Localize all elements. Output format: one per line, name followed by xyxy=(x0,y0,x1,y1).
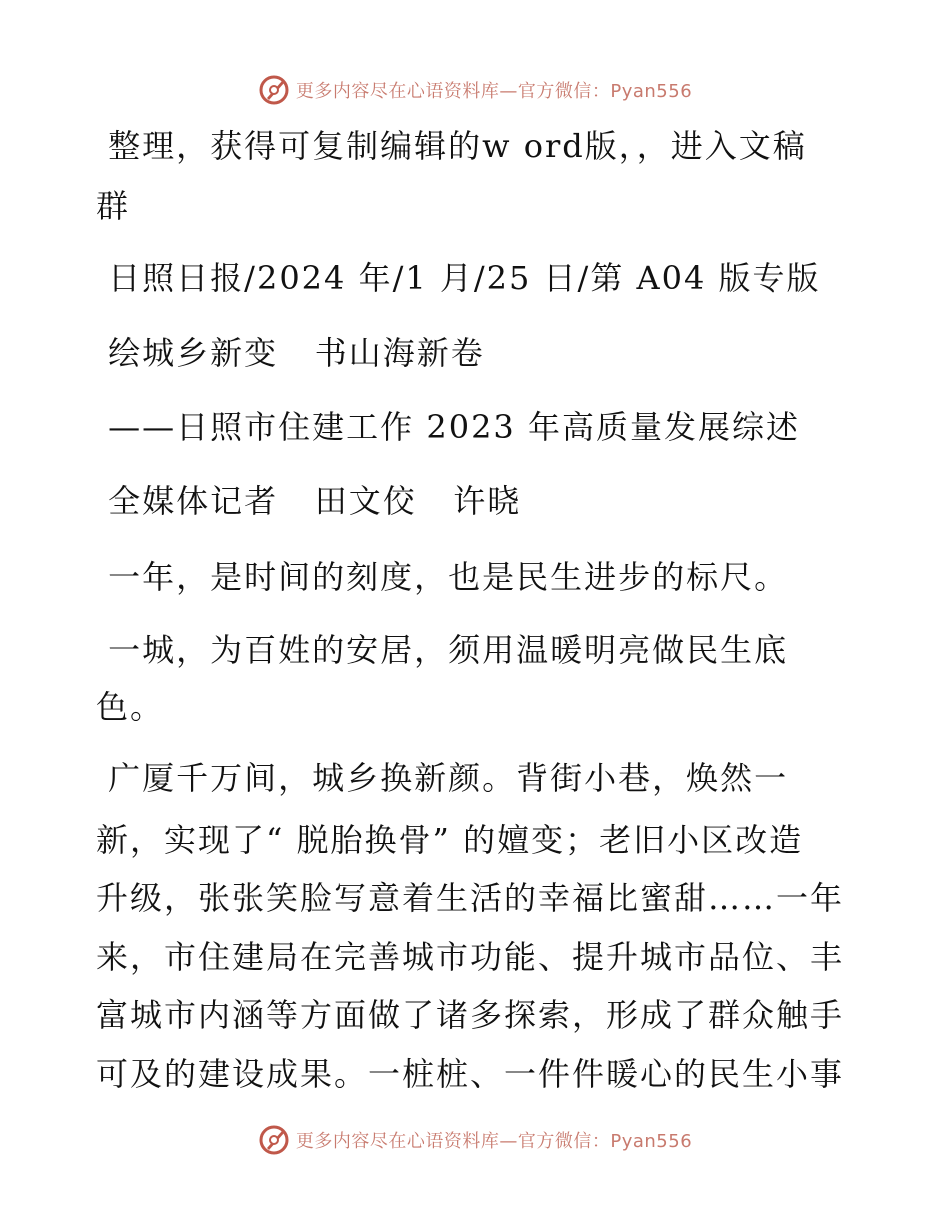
footer-watermark-text: 更多内容尽在心语资料库—官方微信：Pyan556 xyxy=(295,1131,693,1152)
article-title: 绘城乡新变 书山海新卷 xyxy=(96,334,485,372)
quill-pen-circle-icon xyxy=(258,74,290,106)
footer-watermark xyxy=(0,1120,950,1160)
text-line: 日照日报/2024 年/1 月/25 日/第 A04 版专版 xyxy=(96,259,821,297)
article-byline: 全媒体记者 田文佼 许晓 xyxy=(96,482,522,520)
quill-pen-circle-icon xyxy=(258,1124,290,1156)
text-line: 一城，为百姓的安居，须用温暖明亮做民生底 xyxy=(96,631,789,669)
text-line: 整理，获得可复制编辑的w ord版，，进入文稿 xyxy=(96,127,807,165)
text-line: 色。 xyxy=(96,688,165,726)
text-line: 群 xyxy=(96,187,131,225)
text-line: 升级，张张笑脸写意着生活的幸福比蜜甜……一年 xyxy=(96,879,845,917)
text-line: 来，市住建局在完善城市功能、提升城市品位、丰 xyxy=(96,938,845,976)
text-line: 一年，是时间的刻度，也是民生进步的标尺。 xyxy=(96,558,789,596)
text-line: 可及的建设成果。一桩桩、一件件暖心的民生小事 xyxy=(96,1055,845,1093)
article-subtitle: ——日照市住建工作 2023 年高质量发展综述 xyxy=(96,408,800,446)
header-watermark-text: 更多内容尽在心语资料库—官方微信：Pyan556 xyxy=(295,81,693,102)
header-watermark xyxy=(0,70,950,110)
text-line: 广厦千万间，城乡换新颜。背街小巷，焕然一 xyxy=(96,759,789,797)
text-line: 新，实现了“ 脱胎换骨” 的嬗变；老旧小区改造 xyxy=(96,821,804,859)
text-line: 富城市内涵等方面做了诸多探索，形成了群众触手 xyxy=(96,996,845,1034)
